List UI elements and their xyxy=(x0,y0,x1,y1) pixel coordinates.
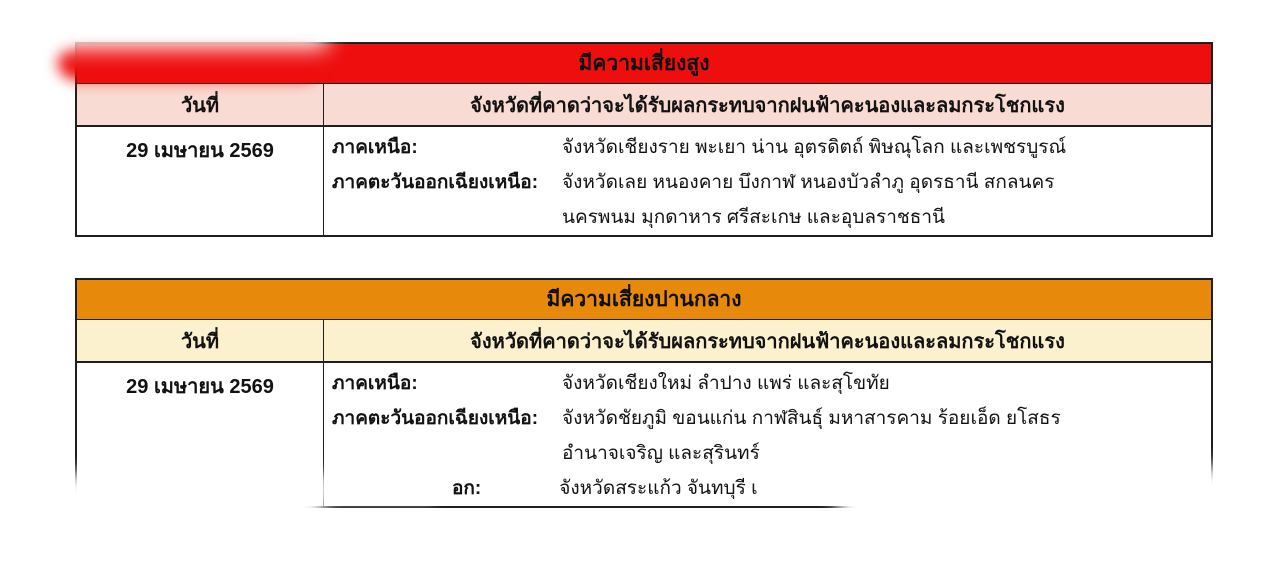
region-label-empty xyxy=(332,436,562,471)
provinces-column-header: จังหวัดที่คาดว่าจะได้รับผลกระทบจากฝนฟ้าคะนองและลมกระโชกแรง xyxy=(324,84,1211,125)
region-line xyxy=(332,165,1205,200)
medium-risk-column-header-row xyxy=(77,320,1211,363)
region-provinces: อำนาจเจริญ และสุรินทร์ xyxy=(562,443,760,464)
region-provinces: จังหวัดเชียงราย พะเยา น่าน อุตรดิตถ์ พิษณุโลก และเพชรบูรณ์ xyxy=(562,137,1067,158)
provinces-column-header: จังหวัดที่คาดว่าจะได้รับผลกระทบจากฝนฟ้าคะนองและลมกระโชกแรง xyxy=(324,320,1211,361)
region-line xyxy=(332,401,1205,436)
high-risk-data-row xyxy=(77,127,1211,235)
provinces-cell xyxy=(324,363,1211,506)
date-value: 29 เมษายน 2569 xyxy=(77,363,324,506)
region-provinces: นครพนม มุกดาหาร ศรีสะเกษ และอุบลราชธานี xyxy=(562,207,946,228)
provinces-cell xyxy=(324,127,1211,235)
region-line-continuation xyxy=(332,200,1205,235)
region-label-fragment: อก: xyxy=(452,478,482,499)
eraser-blob-top-left xyxy=(18,0,328,48)
region-line-continuation xyxy=(332,436,1205,471)
high-risk-title: มีความเสี่ยงสูง xyxy=(77,44,1211,84)
medium-risk-table xyxy=(75,278,1213,508)
region-provinces: จังหวัดชัยภูมิ ขอนแก่น กาฬสินธุ์ มหาสารคาม ร้อยเอ็ด ยโสธร xyxy=(562,408,1061,429)
date-value: 29 เมษายน 2569 xyxy=(77,127,324,235)
region-line-partially-erased xyxy=(332,471,1205,506)
region-provinces-fragment: จังหวัดสระแก้ว จันทบุรี เ xyxy=(559,478,758,499)
date-column-header: วันที่ xyxy=(77,320,324,361)
region-label: ภาคเหนือ: xyxy=(332,137,418,158)
date-column-header: วันที่ xyxy=(77,84,324,125)
region-label: ภาคตะวันออกเฉียงเหนือ: xyxy=(332,408,539,429)
medium-risk-data-row xyxy=(77,363,1211,506)
region-provinces: จังหวัดเลย หนองคาย บึงกาฬ หนองบัวลำภู อุดรธานี สกลนคร xyxy=(562,172,1055,193)
region-provinces: จังหวัดเชียงใหม่ ลำปาง แพร่ และสุโขทัย xyxy=(562,373,890,394)
region-line xyxy=(332,130,1205,165)
region-label-empty xyxy=(332,200,562,235)
medium-risk-title: มีความเสี่ยงปานกลาง xyxy=(77,280,1211,320)
high-risk-table xyxy=(75,42,1213,237)
high-risk-column-header-row xyxy=(77,84,1211,127)
region-line xyxy=(332,366,1205,401)
region-label: ภาคตะวันออกเฉียงเหนือ: xyxy=(332,172,539,193)
region-label: ภาคเหนือ: xyxy=(332,373,418,394)
